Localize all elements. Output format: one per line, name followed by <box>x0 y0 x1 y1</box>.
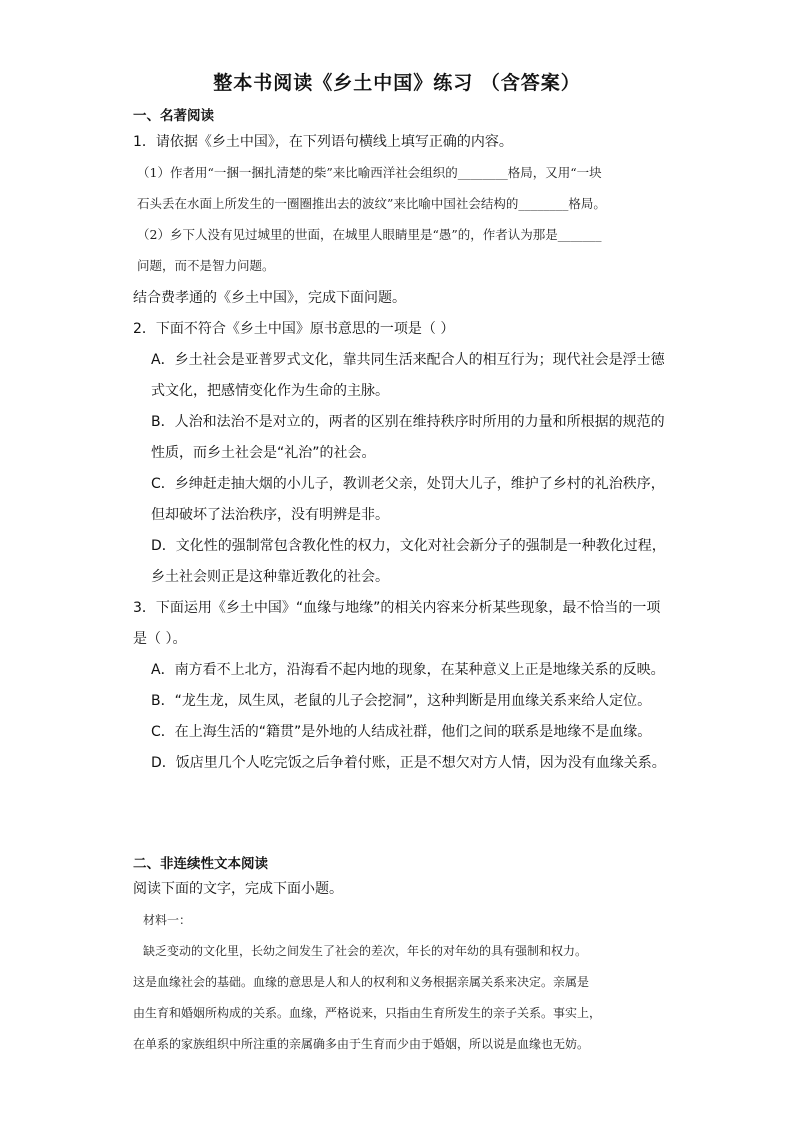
question-2-option-c-line2: 但却破坏了法治秩序，没有明辨是非。 <box>151 507 389 523</box>
material-paragraph-line2: 这是血缘社会的基础。血缘的意思是人和人的权利和义务根据亲属关系来决定。亲属是 <box>133 975 590 989</box>
question-2-option-d-line2: 乡土社会则正是这种靠近教化的社会。 <box>151 569 389 585</box>
question-1-sub1-line1: （1）作者用“一捆一捆扎清楚的柴”来比喻西洋社会组织的________格局，又用“一块 <box>137 165 602 180</box>
question-2-option-a-line1: A．乡土社会是亚普罗式文化，靠共同生活来配合人的相互行为；现代社会是浮士德 <box>151 352 665 368</box>
document-title: 整本书阅读《乡土中国》练习 （含答案） <box>213 72 581 94</box>
material-paragraph-line1: 缺乏变动的文化里，长幼之间发生了社会的差次，年长的对年幼的具有强制和权力。 <box>143 944 588 958</box>
question-2-option-a-line2: 式文化，把感情变化作为生命的主脉。 <box>151 383 389 399</box>
question-1-sub2-line1: （2）乡下人没有见过城里的世面，在城里人眼睛里是“愚”的，作者认为那是_______ <box>137 227 602 242</box>
question-1-sub1-line2: 石头丢在水面上所发生的一圈圈推出去的波纹”来比喻中国社会结构的________格局。 <box>137 196 606 211</box>
question-2-option-b-line2: 性质，而乡土社会是“礼治”的社会。 <box>151 445 376 461</box>
section-heading-2: 二、非连续性文本阅读 <box>133 856 268 872</box>
question-3-option-a: A．南方看不上北方，沿海看不起内地的现象，在某种意义上正是地缘关系的反映。 <box>151 662 665 678</box>
question-2-stem: 2．下面不符合《乡土中国》原书意思的一项是（ ） <box>133 321 455 337</box>
material-paragraph-line4: 在单系的家族组织中所注重的亲属确多由于生育而少由于婚姻，所以说是血缘也无妨。 <box>133 1037 590 1051</box>
question-2-option-c-line1: C．乡绅赶走抽大烟的小儿子，教训老父亲，处罚大儿子，维护了乡村的礼治秩序， <box>151 476 665 492</box>
question-2-option-b-line1: B．人治和法治不是对立的，两者的区别在维持秩序时所用的力量和所根据的规范的 <box>151 414 665 430</box>
section-2-intro: 阅读下面的文字，完成下面小题。 <box>133 881 343 897</box>
section-heading-1: 一、名著阅读 <box>133 108 214 124</box>
question-3-stem-line2: 是（ ）。 <box>133 631 187 647</box>
question-3-option-c: C．在上海生活的“籍贯”是外地的人结成社群，他们之间的联系是地缘不是血缘。 <box>151 724 652 740</box>
question-1-sub2-line2: 问题，而不是智力问题。 <box>137 258 275 273</box>
question-3-option-b: B．“龙生龙，凤生凤，老鼠的儿子会挖洞”，这种判断是用血缘关系来给人定位。 <box>151 693 652 709</box>
material-paragraph-line3: 由生育和婚姻所构成的关系。血缘，严格说来，只指由生育所发生的亲子关系。事实上， <box>133 1006 602 1020</box>
material-label: 材料一： <box>143 913 192 927</box>
question-3-option-d: D．饭店里几个人吃完饭之后争着付账，正是不想欠对方人情，因为没有血缘关系。 <box>151 755 666 771</box>
question-1-stem: 1．请依据《乡土中国》，在下列语句横线上填写正确的内容。 <box>133 134 513 150</box>
question-3-stem-line1: 3．下面运用《乡土中国》“血缘与地缘”的相关内容来分析某些现象，最不恰当的一项 <box>133 600 661 616</box>
question-intro: 结合费孝通的《乡土中国》，完成下面问题。 <box>133 290 406 306</box>
question-2-option-d-line1: D．文化性的强制常包含教化性的权力，文化对社会新分子的强制是一种教化过程， <box>151 538 666 554</box>
